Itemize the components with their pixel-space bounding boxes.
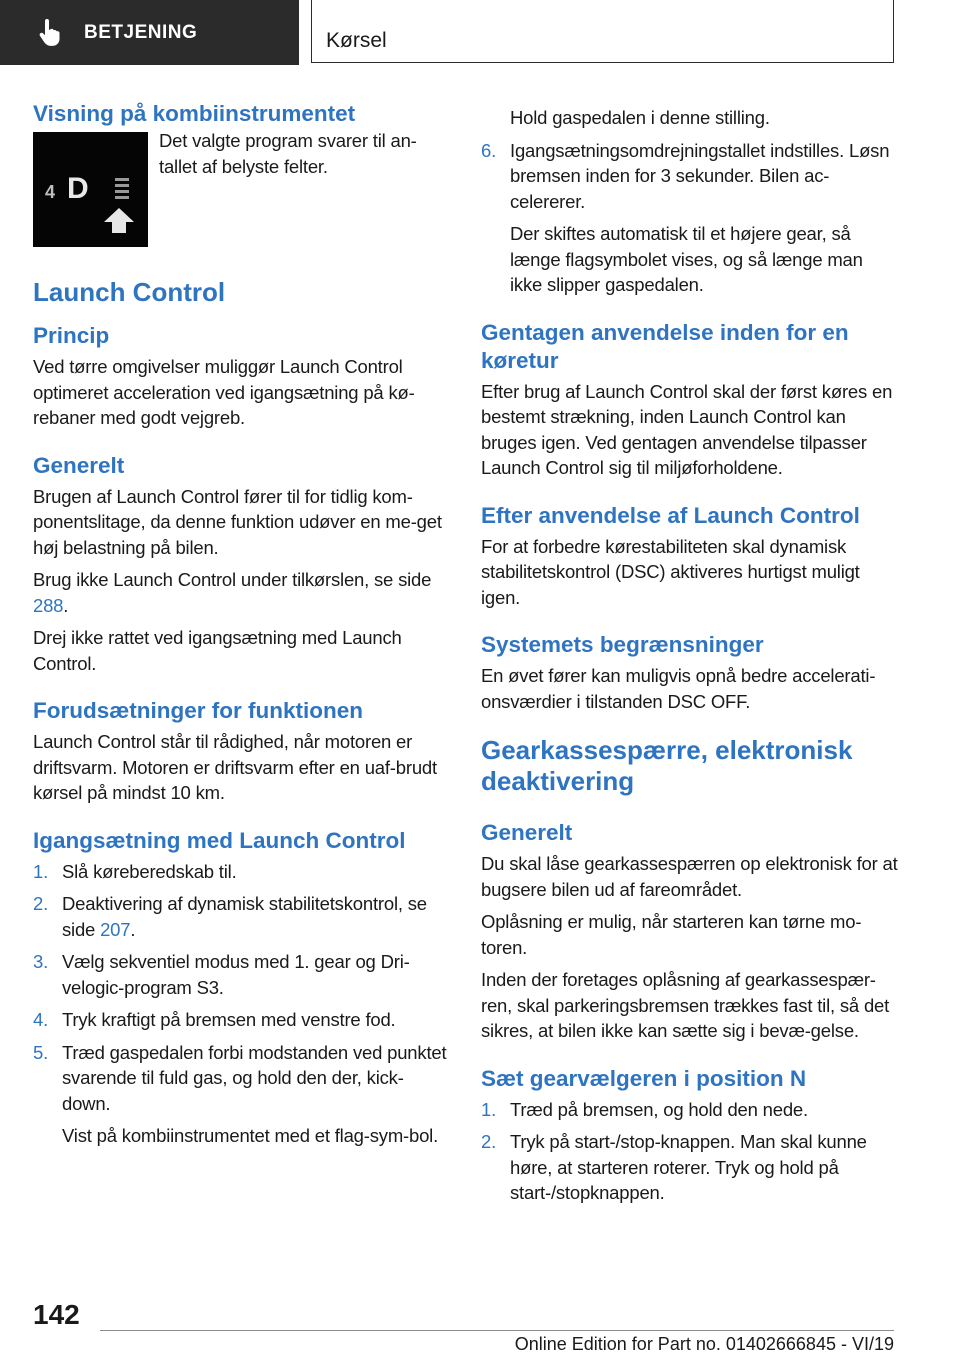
display-text: Det valgte program svarer til an-tallet af belyste felter. bbox=[159, 130, 417, 177]
forudsaetninger-heading: Forudsætninger for funktionen bbox=[33, 698, 363, 723]
launch-control-heading: Launch Control bbox=[33, 277, 226, 307]
list-item: 2. Tryk på start-/stop-knappen. Man skal kunne høre, at starteren roterer. Tryk og hold på start-/stopknappen. bbox=[481, 1131, 867, 1203]
display-heading: Visning på kombiinstrumentet bbox=[33, 101, 356, 126]
launch-steps-list bbox=[33, 859, 448, 1149]
footer-divider bbox=[100, 1330, 894, 1331]
princip-heading: Princip bbox=[33, 323, 110, 348]
igangsaetning-heading: Igangsætning med Launch Control bbox=[33, 827, 406, 853]
list-item: Hold gaspedalen i denne stilling. bbox=[510, 107, 770, 128]
svg-text:4: 4 bbox=[45, 182, 56, 202]
page-reference-link[interactable]: 288 bbox=[33, 594, 64, 616]
generelt-text-5: Oplåsning er mulig, når starteren kan tørne mo-toren. bbox=[481, 911, 862, 958]
list-item: 2. Deaktivering af dynamisk stabilitetskontrol, se side 207. bbox=[33, 893, 427, 940]
list-item: 1. Træd på bremsen, og hold den nede. bbox=[481, 1098, 808, 1120]
generelt-text-4: Du skal låse gearkassespærren op elektronisk for at bugsere bilen ud af fareområdet. bbox=[481, 853, 898, 900]
gearkassespaerre-heading: Gearkassespærre, elektronisk deaktivering bbox=[481, 735, 853, 796]
list-item: 5. Træd gaspedalen forbi modstanden ved punktet svarende til fuld gas, og hold den der, kick-down. Vist på kombiinstrumentet med et flag-sym-bol. bbox=[33, 1041, 447, 1146]
launch-steps-continued bbox=[481, 105, 899, 298]
generelt-heading-2: Generelt bbox=[481, 820, 573, 845]
hand-pointer-icon bbox=[38, 18, 68, 48]
instrument-display-image bbox=[33, 132, 148, 247]
edition-text: Online Edition for Part no. 01402666845 - VI/19 bbox=[514, 1334, 894, 1354]
page-reference-link[interactable]: 207 bbox=[100, 918, 131, 940]
chapter-header bbox=[311, 0, 894, 63]
list-item: 3. Vælg sekventiel modus med 1. gear og Dri-velogic-program S3. bbox=[33, 951, 410, 998]
generelt-text-3: Drej ikke rattet ved igangsætning med Launch Control. bbox=[33, 627, 402, 674]
princip-text: Ved tørre omgivelser muliggør Launch Control optimeret acceleration ved igangsætning på kø-rebaner med godt vejgreb. bbox=[33, 356, 415, 428]
svg-text:D: D bbox=[67, 172, 89, 205]
systemets-heading: Systemets begrænsninger bbox=[481, 632, 764, 657]
gentagen-heading: Gentagen anvendelse inden for en køretur bbox=[481, 319, 849, 373]
systemets-text: En øvet fører kan muligvis opnå bedre accelerati-onsværdier i tilstanden DSC OFF. bbox=[481, 665, 876, 712]
generelt-heading: Generelt bbox=[33, 452, 125, 478]
generelt-text-1: Brugen af Launch Control fører til for tidlig kom-ponentslitage, da denne funktion udøver en me-get høj belastning på bilen. bbox=[33, 485, 442, 558]
section-tab bbox=[0, 0, 299, 65]
forudsaetninger-text: Launch Control står til rådighed, når motoren er driftsvarm. Motoren er driftsvarm efter en uaf-brudt kørsel på mindst 10 km. bbox=[33, 731, 437, 803]
chapter-title: Kørsel bbox=[326, 29, 387, 52]
page-number: 142 bbox=[33, 1299, 80, 1330]
efter-text: For at forbedre kørestabiliteten skal dynamisk stabilitetskontrol (DSC) aktiveres hurtigst muligt igen. bbox=[481, 535, 860, 608]
section-label: BETJENING bbox=[84, 21, 198, 43]
efter-heading: Efter anvendelse af Launch Control bbox=[481, 502, 860, 528]
left-column bbox=[33, 100, 448, 1156]
list-item: 6. Igangsætningsomdrejningstallet indstilles. Løsn bremsen inden for 3 sekunder. Bilen ac-celererer. Der skiftes automatisk til et højere gear, så længe flagsymbolet vises, og så længe man ikke slipper gaspedalen. bbox=[481, 139, 890, 295]
list-item: 4. Tryk kraftigt på bremsen med venstre fod. bbox=[33, 1009, 396, 1030]
generelt-text-6: Inden der foretages oplåsning af gearkassespær-ren, skal parkeringsbremsen trækkes fast til, så det sikres, at bilen ikke kan sætte sig i bevæ-gelse. bbox=[481, 969, 890, 1041]
gentagen-text: Efter brug af Launch Control skal der først køres en bestemt strækning, inden Launch Control kan bruges igen. Ved gentagen anvendelse tilpasser Launch Control sig til miljøforholdene. bbox=[481, 380, 893, 478]
list-item: 1. Slå køreberedskab til. bbox=[33, 860, 237, 882]
generelt-text-2: Brug ikke Launch Control under tilkørslen, se side 288. bbox=[33, 569, 432, 616]
neutral-steps-list bbox=[481, 1097, 899, 1206]
saet-gearvaelgeren-heading: Sæt gearvælgeren i position N bbox=[481, 1065, 807, 1091]
right-column bbox=[481, 100, 899, 1213]
